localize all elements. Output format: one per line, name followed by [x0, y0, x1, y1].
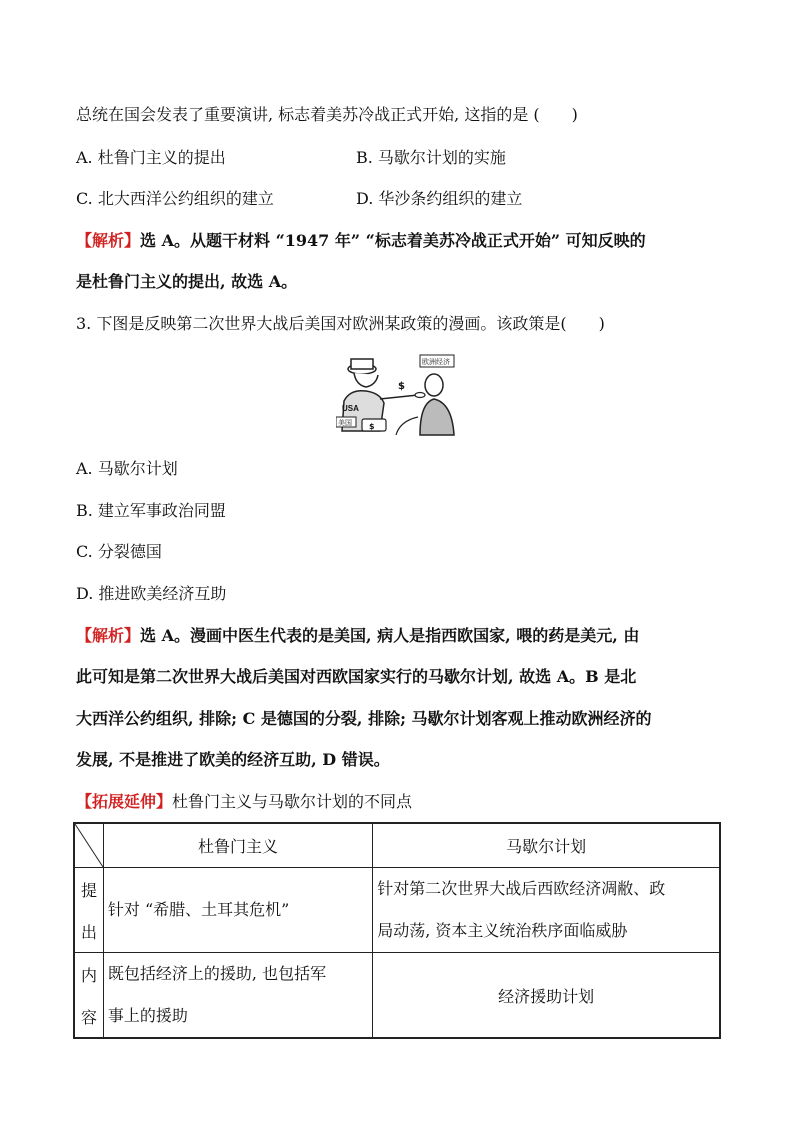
header-marshall: 马歇尔计划 [373, 823, 720, 868]
q3-stem: 3. 下图是反映第二次世界大战后美国对欧洲某政策的漫画。该政策是( ) [76, 314, 605, 333]
extension-title: 杜鲁门主义与马歇尔计划的不同点 [172, 792, 413, 811]
cell-marshall-proposal: 针对第二次世界大战后西欧经济凋敝、政 局动荡, 资本主义统治秩序面临威胁 [373, 868, 720, 953]
europe-label: 欧洲经济 [422, 358, 450, 366]
extension-tag: 【拓展延伸】 [76, 792, 173, 811]
q2-option-a: A. 杜鲁门主义的提出 [76, 148, 226, 167]
row-head-content [74, 953, 103, 1039]
q2-analysis-line-1 [76, 230, 646, 252]
diagonal-line [75, 824, 103, 867]
q3-option-a: A. 马歇尔计划 [76, 459, 178, 478]
q2-option-d: D. 华沙条约组织的建立 [356, 189, 523, 208]
analysis-tag: 【解析】 [76, 626, 141, 645]
q3-analysis-line-1 [76, 625, 639, 647]
q2-stem: 总统在国会发表了重要演讲, 标志着美苏冷战正式开始, 这指的是 ( ) [76, 105, 578, 124]
doctor-hat-top [351, 359, 373, 369]
row-head-char: 出 [80, 922, 97, 942]
cartoon-drawing [336, 351, 456, 436]
analysis-tag: 【解析】 [76, 231, 141, 250]
q3-option-b: B. 建立军事政治同盟 [76, 501, 226, 520]
q2-option-c: C. 北大西洋公约组织的建立 [76, 189, 274, 208]
extension-heading [76, 791, 412, 813]
cartoon-image [336, 351, 456, 436]
row-head-char: 容 [80, 1007, 97, 1027]
q2-analysis-text: 选 A。从题干材料 “1947 年” “标志着美苏冷战正式开始” 可知反映的 [140, 231, 646, 250]
q2-analysis-line-2: 是杜鲁门主义的提出, 故选 A。 [76, 272, 298, 291]
q3-analysis-line-2: 此可知是第二次世界大战后美国对西欧国家实行的马歇尔计划, 故选 A。B 是北 [76, 667, 637, 686]
usa-label: USA [342, 404, 359, 413]
q2-option-b: B. 马歇尔计划的实施 [356, 148, 506, 167]
patient-head [425, 374, 443, 396]
cell-marshall-content: 经济援助计划 [373, 953, 720, 1039]
spoon-handle [380, 395, 418, 399]
comparison-table [73, 822, 721, 1039]
table-row [74, 868, 720, 953]
q3-analysis-line-3: 大西洋公约组织, 排除; C 是德国的分裂, 排除; 马歇尔计划客观上推动欧洲经济的 [76, 709, 652, 728]
chair-line [396, 417, 418, 435]
bottle-dollar: $ [369, 422, 375, 431]
cell-truman-content: 既包括经济上的援助, 也包括军 事上的援助 [103, 953, 372, 1039]
row-head-char: 内 [80, 965, 97, 985]
doctor-face [354, 373, 378, 387]
row-head-char: 提 [80, 880, 97, 900]
dollar-sign: $ [398, 381, 405, 392]
table-header-row [74, 823, 720, 868]
q3-option-c: C. 分裂德国 [76, 542, 162, 561]
row-head-proposal [74, 868, 103, 953]
patient-body [420, 399, 454, 435]
us-label: 美国 [338, 419, 352, 427]
spoon-bowl [415, 393, 425, 398]
q3-option-d: D. 推进欧美经济互助 [76, 584, 227, 603]
table-corner-cell [74, 823, 103, 868]
header-truman: 杜鲁门主义 [103, 823, 372, 868]
table-row [74, 953, 720, 1039]
cell-truman-proposal: 针对 “希腊、土耳其危机” [103, 868, 372, 953]
q3-analysis-text: 选 A。漫画中医生代表的是美国, 病人是指西欧国家, 喂的药是美元, 由 [140, 626, 640, 645]
q3-analysis-line-4: 发展, 不是推进了欧美的经济互助, D 错误。 [76, 750, 390, 769]
